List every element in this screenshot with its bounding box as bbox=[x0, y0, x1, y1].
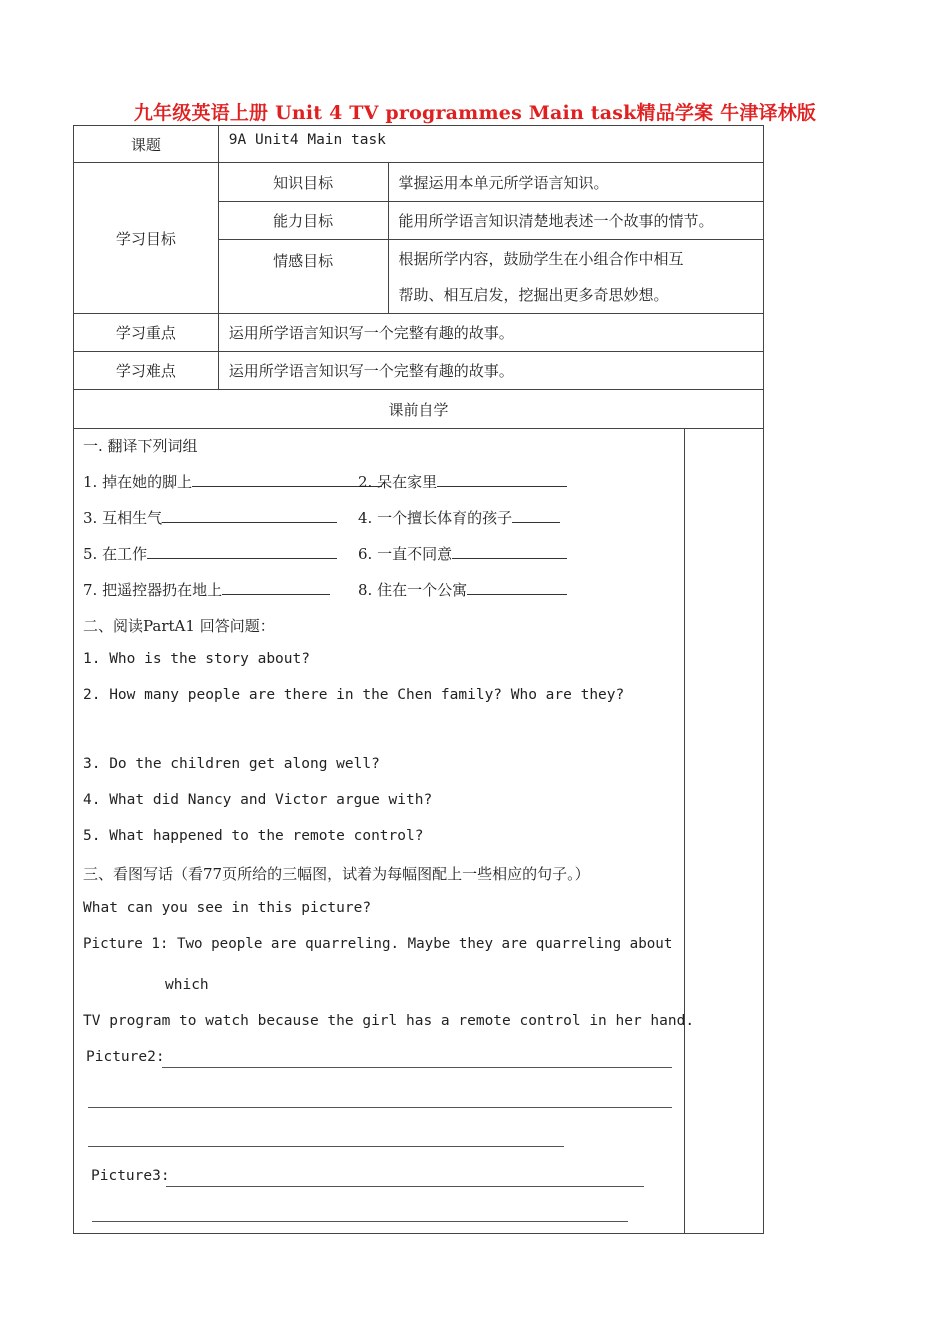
self-study-header: 课前自学 bbox=[74, 390, 764, 429]
section1-title: 一. 翻译下列词组 bbox=[83, 437, 198, 455]
goal-label-emotion: 情感目标 bbox=[218, 240, 388, 314]
question-2: 2. How many people are there in the Chen family? Who are they? bbox=[83, 687, 625, 703]
section3-title: 三、看图写话（看77页所给的三幅图，试着为每幅图配上一些相应的句子。） bbox=[83, 865, 590, 883]
phrase-item: 8. 住在一个公寓 bbox=[358, 579, 567, 600]
goal-label-ability: 能力目标 bbox=[218, 202, 388, 240]
question-1: 1. Who is the story about? bbox=[83, 651, 310, 667]
difficulty-value: 运用所学语言知识写一个完整有趣的故事。 bbox=[218, 352, 763, 390]
goal-value-knowledge: 掌握运用本单元所学语言知识。 bbox=[388, 163, 763, 202]
picture1-line1: Picture 1: Two people are quarreling. Maybe they are quarreling about bbox=[83, 936, 673, 952]
picture2-answer-line[interactable] bbox=[88, 1128, 564, 1147]
picture1-line2: which bbox=[165, 977, 209, 993]
goal-label-knowledge: 知识目标 bbox=[218, 163, 388, 202]
picture3-answer-line[interactable] bbox=[166, 1168, 644, 1187]
section2-title: 二、阅读PartA1 回答问题： bbox=[83, 617, 275, 635]
key-label: 学习重点 bbox=[74, 314, 219, 352]
goal-value-emotion-line2: 帮助、相互启发，挖掘出更多奇思妙想。 bbox=[398, 286, 669, 304]
difficulty-label: 学习难点 bbox=[74, 352, 219, 390]
phrase-item: 6. 一直不同意 bbox=[358, 543, 567, 564]
picture2-label: Picture2: bbox=[86, 1049, 165, 1065]
phrase-item: 1. 掉在她的脚上 bbox=[83, 471, 382, 492]
phrase-item: 3. 互相生气 bbox=[83, 507, 337, 528]
phrase-item: 7. 把遥控器扔在地上 bbox=[83, 579, 330, 600]
picture3-answer-line[interactable] bbox=[92, 1203, 628, 1222]
picture2-answer-line[interactable] bbox=[162, 1049, 672, 1068]
phrase-item: 5. 在工作 bbox=[83, 543, 337, 564]
question-4: 4. What did Nancy and Victor argue with? bbox=[83, 792, 433, 808]
goal-value-emotion bbox=[388, 240, 763, 314]
topic-value: 9A Unit4 Main task bbox=[218, 126, 763, 163]
lesson-table bbox=[73, 125, 764, 1234]
notes-column bbox=[684, 429, 763, 1233]
phrase-item: 4. 一个擅长体育的孩子 bbox=[358, 507, 560, 528]
picture-prompt: What can you see in this picture? bbox=[83, 900, 372, 916]
goals-label: 学习目标 bbox=[74, 163, 219, 314]
key-value: 运用所学语言知识写一个完整有趣的故事。 bbox=[218, 314, 763, 352]
question-5: 5. What happened to the remote control? bbox=[83, 828, 424, 844]
picture1-line3: TV program to watch because the girl has a remote control in her hand. bbox=[83, 1013, 695, 1029]
question-3: 3. Do the children get along well? bbox=[83, 756, 380, 772]
self-study-body bbox=[74, 429, 764, 1234]
topic-label: 课题 bbox=[74, 126, 219, 163]
picture2-answer-line[interactable] bbox=[88, 1089, 672, 1108]
goal-value-emotion-line1: 根据所学内容，鼓励学生在小组合作中相互 bbox=[398, 250, 684, 268]
goal-value-ability: 能用所学语言知识清楚地表述一个故事的情节。 bbox=[388, 202, 763, 240]
picture3-label: Picture3: bbox=[91, 1168, 170, 1184]
document-title: 九年级英语上册 Unit 4 TV programmes Main task精品学案 牛津译林版 bbox=[133, 102, 817, 124]
phrase-item: 2. 呆在家里 bbox=[358, 471, 567, 492]
